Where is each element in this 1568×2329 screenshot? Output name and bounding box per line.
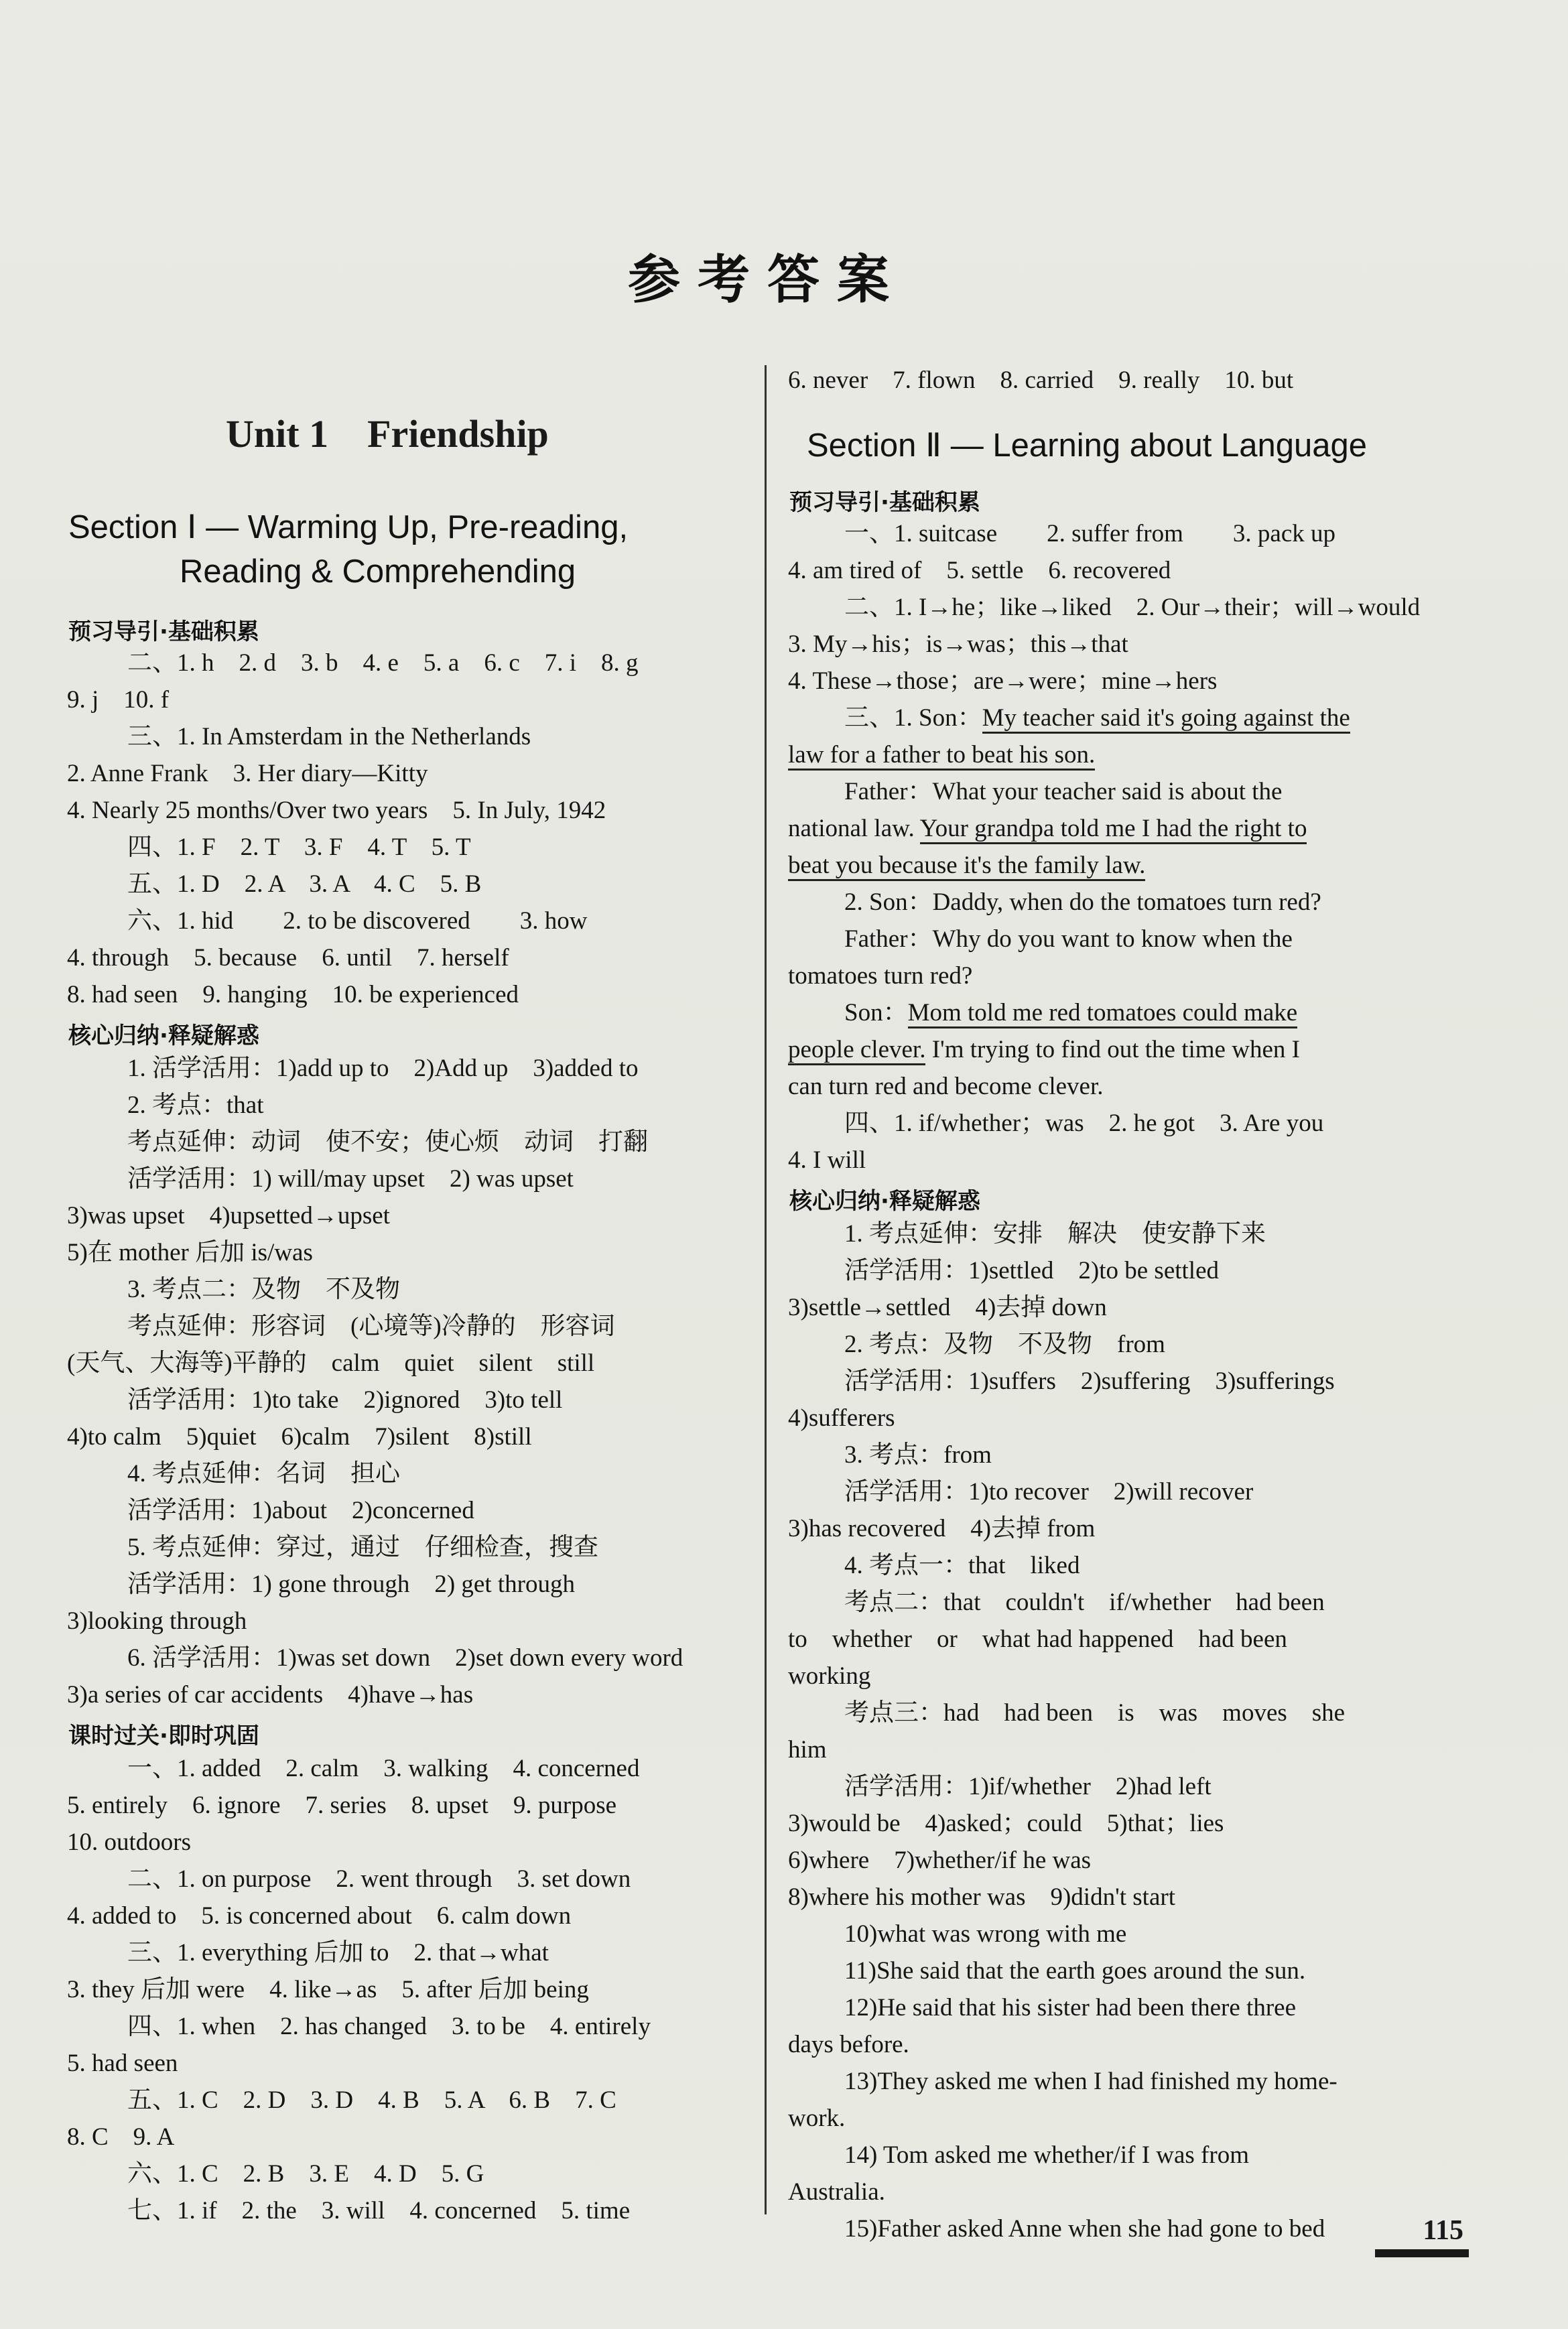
answer-line: 4. through 5. because 6. until 7. herself <box>67 944 509 972</box>
answer-line: 4. Nearly 25 months/Over two years 5. In July, 1942 <box>67 797 606 824</box>
subheading: 预习导引·基础积累 <box>68 618 259 645</box>
answer-line: 活学活用：1)to recover 2)will recover <box>844 1478 1254 1506</box>
answer-line: 4. 考点延伸：名词 担心 <box>127 1460 400 1487</box>
answer-line: 5. had seen <box>67 2050 178 2077</box>
answer-line <box>844 998 1297 1028</box>
answer-line: Australia. <box>788 2178 885 2206</box>
column-divider <box>765 365 767 2214</box>
answer-line: 活学活用：1)to take 2)ignored 3)to tell <box>127 1386 563 1414</box>
answer-line: Father：What your teacher said is about the <box>844 778 1283 805</box>
underlined-answer: beat you because it's the family law. <box>788 852 1145 881</box>
answer-line: 考点二：that couldn't if/whether had been <box>844 1589 1325 1616</box>
answer-line: Father：Why do you want to know when the <box>844 925 1293 953</box>
answer-line: 6. never 7. flown 8. carried 9. really 10. but <box>788 367 1294 394</box>
underlined-answer: law for a father to beat his son. <box>788 741 1095 771</box>
answer-line: 10. outdoors <box>67 1828 191 1856</box>
subheading: 核心归纳·释疑解惑 <box>68 1022 259 1049</box>
underlined-answer: My teacher said it's going against the <box>982 704 1350 734</box>
answer-line: 4. am tired of 5. settle 6. recovered <box>788 557 1171 584</box>
answer-line <box>788 1035 1300 1065</box>
answer-line: 4. 考点一：that liked <box>844 1552 1080 1579</box>
answer-line: 四、1. F 2. T 3. F 4. T 5. T <box>127 834 471 861</box>
answer-line: can turn red and become clever. <box>788 1073 1104 1100</box>
answer-line: 3)was upset 4)upsetted→upset <box>67 1202 390 1229</box>
answer-line: 1. 活学活用：1)add up to 2)Add up 3)added to <box>127 1055 639 1082</box>
answer-line <box>788 851 1145 880</box>
answer-line: 3. they 后加 were 4. like→as 5. after 后加 being <box>67 1976 589 2003</box>
answer-line: (天气、大海等)平静的 calm quiet silent still <box>67 1349 595 1377</box>
underlined-answer: Your grandpa told me I had the right to <box>920 815 1307 844</box>
answer-line: 活学活用：1)settled 2)to be settled <box>844 1257 1220 1284</box>
answer-line <box>788 740 1095 770</box>
answer-line: 六、1. hid 2. to be discovered 3. how <box>127 907 588 935</box>
page-footer <box>1375 2214 1469 2257</box>
answer-line: 3. 考点二：及物 不及物 <box>127 1276 400 1303</box>
answer-line: 5. 考点延伸：穿过，通过 仔细检查，搜查 <box>127 1534 598 1561</box>
answer-line: work. <box>788 2105 846 2132</box>
answer-line: days before. <box>788 2031 909 2058</box>
answer-line: 2. 考点：及物 不及物 from <box>844 1331 1165 1358</box>
page-title: 参考答案 <box>627 249 907 310</box>
answer-line: 活学活用：1)if/whether 2)had left <box>844 1773 1212 1800</box>
answer-line: 活学活用：1) gone through 2) get through <box>127 1571 575 1598</box>
answer-line: tomatoes turn red? <box>788 962 973 990</box>
answer-line: 一、1. suitcase 2. suffer from 3. pack up <box>844 520 1336 547</box>
answer-line: 考点延伸：形容词 (心境等)冷静的 形容词 <box>127 1313 615 1340</box>
answer-line: 4. These→those；are→were；mine→hers <box>788 667 1218 695</box>
answer-line: 8)where his mother was 9)didn't start <box>788 1883 1175 1911</box>
answer-line: 3. My→his；is→was；this→that <box>788 630 1128 658</box>
answer-line: 四、1. if/whether；was 2. he got 3. Are you <box>844 1110 1324 1137</box>
section-heading: Section Ⅱ — Learning about Language <box>807 427 1367 464</box>
answer-line: 活学活用：1)about 2)concerned <box>127 1497 474 1524</box>
subheading: 核心归纳·释疑解惑 <box>789 1188 980 1215</box>
section-heading-line2: Reading & Comprehending <box>180 553 576 590</box>
answer-line: him <box>788 1736 827 1764</box>
answer-line: 一、1. added 2. calm 3. walking 4. concerned <box>127 1755 640 1782</box>
answer-line: 三、1. In Amsterdam in the Netherlands <box>127 723 531 750</box>
answer-line: 11)She said that the earth goes around the sun. <box>844 1957 1306 1985</box>
subheading: 课时过关·即时巩固 <box>68 1723 259 1749</box>
answer-line: 活学活用：1)suffers 2)suffering 3)sufferings <box>844 1368 1335 1395</box>
plain-text: national law. <box>788 815 920 842</box>
answer-line: 8. had seen 9. hanging 10. be experienced <box>67 981 519 1008</box>
answer-line: 4. I will <box>788 1146 866 1174</box>
answer-line: 四、1. when 2. has changed 3. to be 4. entirely <box>127 2013 651 2040</box>
answer-line: 考点三：had had been is was moves she <box>844 1699 1346 1727</box>
answer-line: 6)where 7)whether/if he was <box>788 1847 1092 1874</box>
answer-line: 15)Father asked Anne when she had gone to bed <box>844 2215 1325 2243</box>
answer-line: 3)has recovered 4)去掉 from <box>788 1515 1096 1542</box>
answer-line: 3)would be 4)asked；could 5)that；lies <box>788 1810 1224 1837</box>
answer-line: 4)to calm 5)quiet 6)calm 7)silent 8)still <box>67 1423 532 1451</box>
answer-line: 5)在 mother 后加 is/was <box>67 1239 313 1266</box>
answer-line <box>844 704 1350 733</box>
answer-line: 二、1. on purpose 2. went through 3. set down <box>127 1865 631 1893</box>
answer-line: 五、1. C 2. D 3. D 4. B 5. A 6. B 7. C <box>127 2086 616 2114</box>
answer-line: 6. 活学活用：1)was set down 2)set down every word <box>127 1644 683 1672</box>
answer-line: 五、1. D 2. A 3. A 4. C 5. B <box>127 870 482 898</box>
answer-line: 9. j 10. f <box>67 686 170 714</box>
answer-line: 2. Son：Daddy, when do the tomatoes turn red? <box>844 888 1321 916</box>
unit-title: Unit 1 Friendship <box>226 412 549 456</box>
speaker-label: Son： <box>844 999 908 1026</box>
underlined-answer: people clever. <box>788 1036 925 1065</box>
answer-line: 二、1. h 2. d 3. b 4. e 5. a 6. c 7. i 8. g <box>127 649 639 677</box>
answer-line: 3)looking through <box>67 1607 247 1635</box>
answer-line: 12)He said that his sister had been there three <box>844 1994 1296 2021</box>
page-number-bar <box>1375 2249 1469 2257</box>
underlined-answer: Mom told me red tomatoes could make <box>908 999 1298 1028</box>
page-number: 115 <box>1423 2215 1463 2246</box>
answer-line: 13)They asked me when I had finished my home- <box>844 2068 1337 2095</box>
answer-line: 七、1. if 2. the 3. will 4. concerned 5. time <box>127 2197 631 2224</box>
subheading: 预习导引·基础积累 <box>789 489 980 516</box>
answer-line: 14) Tom asked me whether/if I was from <box>844 2141 1249 2169</box>
answer-line: 3)a series of car accidents 4)have→has <box>67 1681 474 1709</box>
section-heading: Section Ⅰ — Warming Up, Pre-reading, <box>68 509 629 545</box>
answer-line: 二、1. I→he；like→liked 2. Our→their；will→would <box>844 594 1421 621</box>
answer-line: 3)settle→settled 4)去掉 down <box>788 1294 1107 1321</box>
answer-line: working <box>788 1662 871 1690</box>
answer-line: 活学活用：1) will/may upset 2) was upset <box>127 1165 574 1193</box>
plain-text: I'm trying to find out the time when I <box>925 1036 1300 1063</box>
answer-line: 2. Anne Frank 3. Her diary—Kitty <box>67 760 428 787</box>
answer-line: 8. C 9. A <box>67 2123 175 2151</box>
speaker-label: 三、1. Son： <box>844 704 982 732</box>
answer-line <box>788 814 1307 844</box>
answer-line: to whether or what had happened had been <box>788 1625 1287 1653</box>
answer-line: 三、1. everything 后加 to 2. that→what <box>127 1939 549 1967</box>
answer-line: 10)what was wrong with me <box>844 1920 1127 1948</box>
answer-line: 4)sufferers <box>788 1404 895 1432</box>
answer-line: 考点延伸：动词 使不安；使心烦 动词 打翻 <box>127 1128 648 1156</box>
answer-line: 1. 考点延伸：安排 解决 使安静下来 <box>844 1220 1266 1248</box>
answer-line: 3. 考点：from <box>844 1441 992 1469</box>
answer-line: 4. added to 5. is concerned about 6. calm down <box>67 1902 572 1930</box>
answer-line: 5. entirely 6. ignore 7. series 8. upset 9. purpose <box>67 1792 617 1819</box>
answer-line: 六、1. C 2. B 3. E 4. D 5. G <box>127 2160 484 2188</box>
answer-line: 2. 考点：that <box>127 1091 264 1119</box>
